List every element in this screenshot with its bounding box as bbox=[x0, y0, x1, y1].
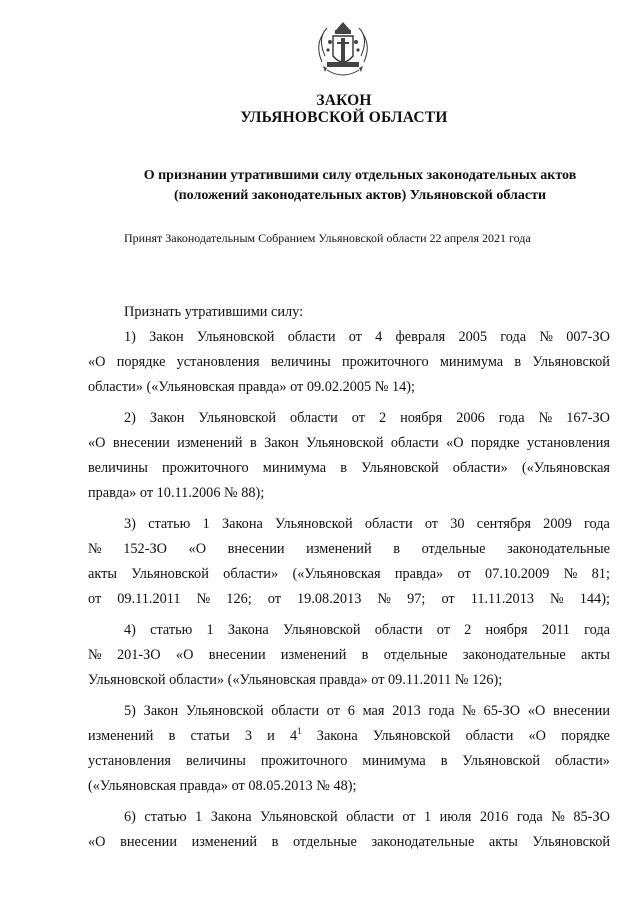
word: области bbox=[346, 809, 394, 825]
word: 2009 bbox=[543, 516, 572, 532]
word: Закон bbox=[264, 435, 299, 451]
word: области bbox=[374, 622, 423, 638]
word: 11.11.2013 bbox=[470, 591, 534, 607]
word: статьи bbox=[190, 728, 230, 744]
word: № bbox=[551, 809, 565, 825]
word: порядке bbox=[561, 728, 610, 744]
word: 2) bbox=[124, 410, 136, 426]
law-body bbox=[88, 300, 610, 855]
word: области» bbox=[452, 460, 508, 476]
item-3-line bbox=[88, 512, 610, 537]
word: Ульяновской bbox=[131, 566, 209, 582]
item-1-line bbox=[88, 325, 610, 350]
law-subject bbox=[80, 166, 640, 206]
word: № bbox=[539, 329, 553, 345]
word: области» bbox=[554, 753, 610, 769]
word: установления bbox=[176, 354, 260, 370]
item-2-line bbox=[88, 406, 610, 431]
word: «О bbox=[446, 435, 464, 451]
item-5-line: («Ульяновская правда» от 08.05.2013 № 48); bbox=[88, 778, 357, 794]
word: 1 bbox=[424, 809, 432, 825]
word: «О bbox=[188, 541, 207, 557]
item-1-line bbox=[88, 350, 610, 375]
word: 65-ЗО bbox=[483, 703, 521, 719]
word: в bbox=[514, 354, 522, 370]
word: области» bbox=[223, 566, 279, 582]
word: 152-ЗО bbox=[123, 541, 167, 557]
word: 85-ЗО bbox=[573, 809, 610, 825]
word: Закона bbox=[227, 622, 269, 638]
word: «О bbox=[88, 435, 106, 451]
word: области bbox=[364, 516, 413, 532]
word: 1 bbox=[206, 622, 214, 638]
word: от bbox=[441, 591, 455, 607]
word: Закон bbox=[149, 410, 185, 426]
word: статью bbox=[148, 516, 191, 532]
word: «О bbox=[88, 834, 106, 850]
word: области bbox=[465, 728, 514, 744]
word: 6 bbox=[347, 703, 355, 719]
word: Ульяновской bbox=[305, 435, 384, 451]
word: № bbox=[462, 703, 476, 719]
word: акты bbox=[581, 647, 610, 663]
item-6-line bbox=[88, 805, 610, 830]
word: законодательные bbox=[371, 834, 475, 850]
item-2-line: правда» от 10.11.2006 № 88); bbox=[88, 485, 265, 501]
word: сентября bbox=[476, 516, 531, 532]
word: 2 bbox=[464, 622, 472, 638]
item-4-line: Ульяновской области» («Ульяновская правда» от 09.11.2011 № 126); bbox=[88, 672, 503, 688]
word: в bbox=[249, 435, 257, 451]
word: № bbox=[377, 591, 392, 607]
word: 09.11.2011 bbox=[117, 591, 181, 607]
word: Ульяновской bbox=[532, 834, 610, 850]
word: февраля bbox=[395, 329, 446, 345]
word: № bbox=[88, 647, 102, 663]
word: 144); bbox=[579, 591, 610, 607]
word: порядке bbox=[116, 354, 166, 370]
word: 2 bbox=[378, 410, 387, 426]
word: Закона bbox=[210, 809, 252, 825]
word: Ульяновской bbox=[361, 460, 439, 476]
word: № bbox=[88, 541, 102, 557]
word: года bbox=[498, 410, 525, 426]
word: № bbox=[196, 591, 211, 607]
word: № bbox=[538, 410, 553, 426]
word: Ульяновской bbox=[372, 728, 451, 744]
word: прожиточного bbox=[260, 753, 348, 769]
word: внесении bbox=[553, 703, 610, 719]
coat-of-arms-emblem bbox=[297, 16, 389, 84]
word: внесении bbox=[112, 435, 170, 451]
word: 81; bbox=[591, 566, 610, 582]
word: изменений bbox=[88, 728, 154, 744]
word: 1 bbox=[202, 516, 210, 532]
subject-line: О признании утратившими силу отдельных законодательных актов bbox=[143, 168, 577, 183]
word: «О bbox=[528, 728, 546, 744]
word: акты bbox=[88, 566, 117, 582]
word: 4 bbox=[375, 329, 383, 345]
item-5-line bbox=[88, 749, 610, 774]
word: 007-ЗО bbox=[566, 329, 610, 345]
word: ноября bbox=[485, 622, 528, 638]
word: правда» bbox=[394, 566, 444, 582]
word: № bbox=[550, 591, 564, 607]
word: 201-ЗО bbox=[116, 647, 161, 663]
word: 30 bbox=[450, 516, 465, 532]
word: статью bbox=[144, 809, 187, 825]
word: от bbox=[436, 622, 450, 638]
item-3-line bbox=[88, 587, 610, 612]
word: 167-ЗО bbox=[566, 410, 610, 426]
word: изменений bbox=[280, 647, 347, 663]
word: от bbox=[351, 410, 365, 426]
item-4-line bbox=[88, 618, 610, 643]
word: минимума bbox=[362, 753, 426, 769]
word: отдельные bbox=[292, 834, 357, 850]
word: внесении bbox=[208, 647, 266, 663]
word: Ульяновской bbox=[196, 329, 275, 345]
law-title: ЗАКОН bbox=[316, 92, 372, 109]
word: от bbox=[402, 809, 416, 825]
word: от bbox=[267, 591, 281, 607]
word: акты bbox=[488, 834, 518, 850]
word: области bbox=[390, 435, 439, 451]
word: Ульяновской bbox=[532, 354, 610, 370]
word: прожиточного bbox=[341, 354, 429, 370]
word: от bbox=[457, 566, 471, 582]
word: установления bbox=[527, 435, 610, 451]
word: 2006 bbox=[456, 410, 485, 426]
word: мая bbox=[362, 703, 385, 719]
word: Ульяновской bbox=[282, 622, 361, 638]
word: года bbox=[583, 516, 610, 532]
word: Закон bbox=[143, 703, 179, 719]
item-6-line bbox=[88, 830, 610, 855]
word: Ульяновской bbox=[185, 703, 264, 719]
word: от bbox=[88, 591, 102, 607]
word: 97; bbox=[407, 591, 426, 607]
word: «О bbox=[88, 354, 106, 370]
adoption-note: Принят Законодательным Собранием Ульяновской области 22 апреля 2021 года bbox=[124, 231, 531, 245]
word: Закона bbox=[221, 516, 263, 532]
word: от bbox=[424, 516, 439, 532]
item-2-line bbox=[88, 456, 610, 481]
word: в bbox=[340, 460, 347, 476]
word: 3 bbox=[244, 728, 253, 744]
word: в bbox=[361, 647, 369, 663]
word: минимума bbox=[439, 354, 504, 370]
word: от bbox=[348, 329, 362, 345]
item-2-line bbox=[88, 431, 610, 456]
word: от bbox=[326, 703, 340, 719]
word: Ульяновской bbox=[260, 809, 338, 825]
item-5-line bbox=[88, 724, 610, 749]
word: изменений bbox=[191, 834, 258, 850]
article-number: $4^1$ bbox=[289, 726, 302, 744]
word: величины bbox=[88, 460, 148, 476]
word: в bbox=[271, 834, 279, 850]
word: 3) bbox=[124, 516, 136, 532]
word: в bbox=[393, 541, 400, 557]
word: и bbox=[267, 728, 275, 744]
word: 19.08.2013 bbox=[297, 591, 362, 607]
word: законодательные bbox=[462, 647, 566, 663]
word: Ульяновской bbox=[198, 410, 276, 426]
word: Ульяновской bbox=[275, 516, 353, 532]
word: минимума bbox=[262, 460, 327, 476]
word: («Ульяновская bbox=[292, 566, 381, 582]
word: законодательные bbox=[507, 541, 610, 557]
word: 126; bbox=[226, 591, 252, 607]
word: «О bbox=[175, 647, 194, 663]
word: года bbox=[584, 622, 610, 638]
word: величины bbox=[185, 753, 246, 769]
word: изменений bbox=[306, 541, 372, 557]
item-5-line bbox=[88, 699, 610, 724]
word: отдельные bbox=[421, 541, 486, 557]
item-1-line: области» («Ульяновская правда» от 09.02.2005 № 14); bbox=[88, 379, 416, 395]
word: области bbox=[271, 703, 320, 719]
word: области bbox=[287, 329, 336, 345]
word: 4) bbox=[124, 622, 136, 638]
word: года bbox=[516, 809, 543, 825]
word: 2011 bbox=[541, 622, 570, 638]
word: Ульяновской bbox=[462, 753, 540, 769]
word: 2016 bbox=[479, 809, 509, 825]
word: прожиточного bbox=[162, 460, 249, 476]
subject-line: (положений законодательных актов) Ульяновской области bbox=[173, 188, 547, 203]
word: 1 bbox=[195, 809, 203, 825]
word: внесении bbox=[120, 834, 177, 850]
word: июля bbox=[439, 809, 472, 825]
word: Закона bbox=[316, 728, 358, 744]
word: статью bbox=[150, 622, 193, 638]
word: ноября bbox=[400, 410, 443, 426]
word: в bbox=[168, 728, 176, 744]
word: года bbox=[428, 703, 455, 719]
item-3-line bbox=[88, 537, 610, 562]
word: 5) bbox=[124, 703, 136, 719]
word: 07.10.2009 bbox=[485, 566, 550, 582]
word: изменений bbox=[177, 435, 243, 451]
word: «О bbox=[527, 703, 546, 719]
word: в bbox=[440, 753, 448, 769]
word: отдельные bbox=[383, 647, 448, 663]
intro-line: Признать утратившими силу: bbox=[124, 304, 304, 320]
item-4-line bbox=[88, 643, 610, 668]
word: № bbox=[563, 566, 578, 582]
law-region-title: УЛЬЯНОВСКОЙ ОБЛАСТИ bbox=[240, 109, 448, 126]
word: Закон bbox=[149, 329, 184, 345]
word: 2005 bbox=[458, 329, 488, 345]
word: 2013 bbox=[392, 703, 421, 719]
word: порядке bbox=[470, 435, 520, 451]
word: года bbox=[500, 329, 527, 345]
word: области bbox=[289, 410, 338, 426]
word: величины bbox=[270, 354, 331, 370]
word: 6) bbox=[124, 809, 136, 825]
word: («Ульяновская bbox=[521, 460, 610, 476]
word: 1) bbox=[124, 329, 136, 345]
word: внесении bbox=[227, 541, 285, 557]
item-3-line bbox=[88, 562, 610, 587]
word: установления bbox=[88, 753, 171, 769]
